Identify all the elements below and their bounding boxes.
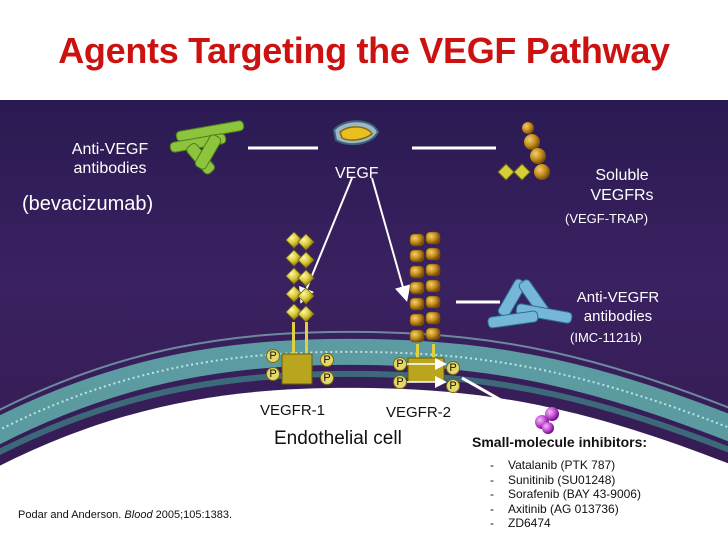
inhibitor-name: Vatalanib (PTK 787)	[508, 458, 616, 472]
slide-title: Agents Targeting the VEGF Pathway	[58, 30, 670, 71]
phospho-badge-2: P	[266, 367, 280, 381]
citation-authors: Podar and Anderson.	[18, 509, 122, 521]
inhibitor-item: - Sorafenib (BAY 43-9006)	[490, 487, 641, 501]
anti-vegfr-label-line2: antibodies	[583, 308, 653, 325]
anti-vegfr-label	[558, 288, 678, 326]
soluble-vegfr-label	[562, 166, 682, 206]
citation-journal: Blood	[124, 509, 153, 521]
inhibitor-item: - Axitinib (AG 013736)	[490, 501, 619, 516]
inhibitor-item: - Sunitinib (SU01248)	[490, 472, 616, 487]
endothelial-cell-label: Endothelial cell	[274, 428, 402, 449]
phospho-badge-6: P	[393, 375, 407, 389]
vegfr2-label: VEGFR-2	[386, 404, 452, 421]
anti-vegf-label	[40, 140, 180, 178]
inhibitor-name: Axitinib (AG 013736)	[508, 501, 619, 516]
anti-vegf-label-line2: antibodies	[73, 160, 147, 177]
phospho-badge-4: P	[320, 371, 334, 385]
inhibitor-name: Sunitinib (SU01248)	[508, 472, 616, 487]
phospho-badge-3: P	[320, 353, 334, 367]
vegf-to-vegfr2-arrow	[372, 178, 406, 298]
vegfr1-receptor	[282, 232, 314, 384]
antibody-icon	[170, 120, 245, 175]
citation-details: 2005;105:1383.	[155, 509, 233, 521]
imc-label: (IMC-1121b)	[570, 330, 643, 345]
phospho-badge-1: P	[266, 349, 280, 363]
inhibitor-item: - Vatalanib (PTK 787)	[490, 458, 616, 472]
soluble-label-line1: Soluble	[595, 167, 649, 184]
vegfr1-label: VEGFR-1	[260, 402, 326, 419]
phospho-badge-5: P	[393, 357, 407, 371]
inhibitor-list	[490, 458, 641, 531]
inhibitor-name: Sorafenib (BAY 43-9006)	[508, 487, 641, 501]
vegf-trap-label: (VEGF-TRAP)	[565, 211, 649, 226]
vegfr2-receptor	[408, 232, 444, 382]
phospho-badge-7: P	[446, 361, 460, 375]
small-molecule-heading: Small-molecule inhibitors:	[472, 434, 648, 450]
citation	[18, 509, 232, 521]
anti-vegf-label-line1: Anti-VEGF	[71, 141, 149, 158]
vegf-label: VEGF	[335, 165, 379, 182]
bevacizumab-label: (bevacizumab)	[22, 193, 154, 215]
vegf-ligand-icon	[334, 121, 378, 144]
soluble-receptor-icon	[498, 122, 550, 180]
inhibitor-name: ZD6474	[508, 516, 551, 530]
anti-vegfr-label-line1: Anti-VEGFR	[576, 289, 660, 306]
inhibitor-item: - ZD6474	[490, 516, 551, 530]
page-number: 67	[695, 528, 706, 538]
phospho-badge-8: P	[446, 379, 460, 393]
soluble-label-line2: VEGFRs	[590, 187, 654, 204]
